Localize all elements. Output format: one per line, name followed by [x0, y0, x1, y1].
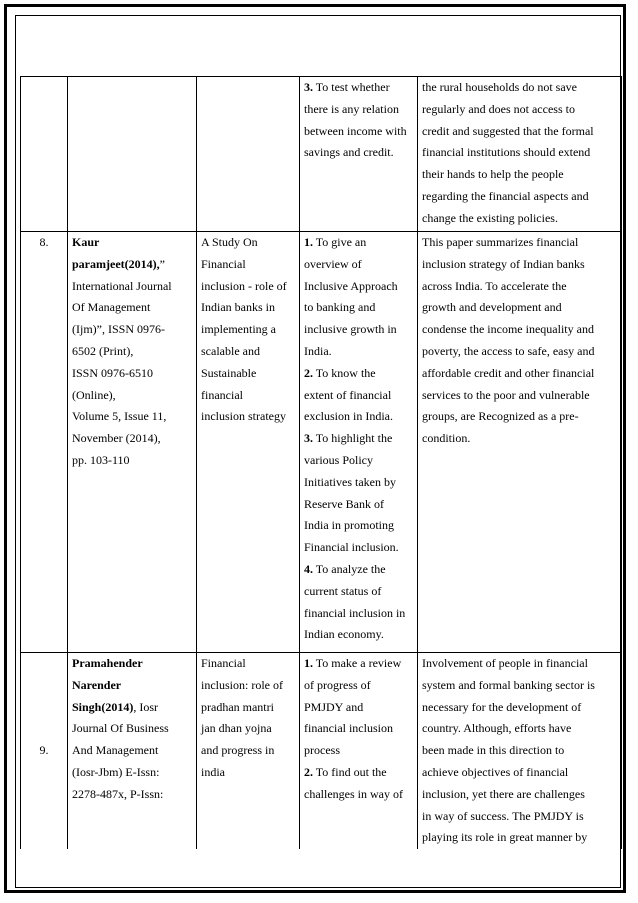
author-cell: Kaur paramjeet(2014),” International Journal Of Management (Ijm)”, ISSN 0976- 6502 (Print), ISSN 0976-6510 (Online), Volume 5, Issue 11, November (2014), pp. 103-110 [68, 232, 197, 653]
title-cell: A Study On Financial inclusion - role of Indian banks in implementing a scalable and Sustainable financial inclusion strategy [197, 232, 300, 653]
objectives-cell: 1. To give an overview of Inclusive Approach to banking and inclusive growth in India. 2. To know the extent of financial exclusion in India. 3. To highlight the various Policy Initiatives taken by Reserve Bank of India in promoting Financial inclusion. 4. To analyze the current status of financial inclusion in Indian economy. [300, 232, 418, 653]
serial-number-cell: 8. [21, 232, 68, 653]
objective-number: 2. [304, 764, 313, 779]
findings-cell: This paper summarizes financial inclusion strategy of Indian banks across India. To accelerate the growth and development and condense the income inequality and poverty, the access to safe, easy and affordable credit and other financial services to the poor and vulnerable groups, are Recognized as a pre- condition. [418, 232, 622, 653]
objectives-cell: 1. To make a review of progress of PMJDY and financial inclusion process 2. To find out the challenges in way of [300, 653, 418, 850]
objectives-cell: 3. To test whether there is any relation between income with savings and credit. [300, 77, 418, 232]
objective-number: 1. [304, 235, 313, 249]
findings-cell: the rural households do not save regularly and does not access to credit and suggested that the formal financial institutions should extend their hands to help the people regarding the financial aspects and change the existing policies. [418, 77, 622, 232]
title-cell: Financial inclusion: role of pradhan mantri jan dhan yojna and progress in india [197, 653, 300, 850]
author-cell [68, 77, 197, 232]
objective-number: 3. [304, 80, 313, 94]
objective-number: 3. [304, 431, 313, 446]
literature-review-table [20, 76, 622, 849]
serial-number-cell [21, 77, 68, 232]
objective-number: 4. [304, 561, 313, 576]
findings-cell: Involvement of people in financial system and formal banking sector is necessary for the development of country. Although, efforts have been made in this direction to achieve objectives of financial inclusion, yet there are challenges in way of success. The PMJDY is playing its role in great manner by [418, 653, 622, 850]
author-cell: Pramahender Narender Singh(2014), Iosr Journal Of Business And Management (Iosr-Jbm) E-Issn: 2278-487x, P-Issn: [68, 653, 197, 850]
table-row [21, 232, 622, 653]
table-row [21, 653, 622, 850]
objective-number: 2. [304, 365, 313, 380]
serial-number-cell: 9. [21, 653, 68, 850]
table-row [21, 77, 622, 232]
objective-number: 1. [304, 656, 313, 670]
title-cell [197, 77, 300, 232]
